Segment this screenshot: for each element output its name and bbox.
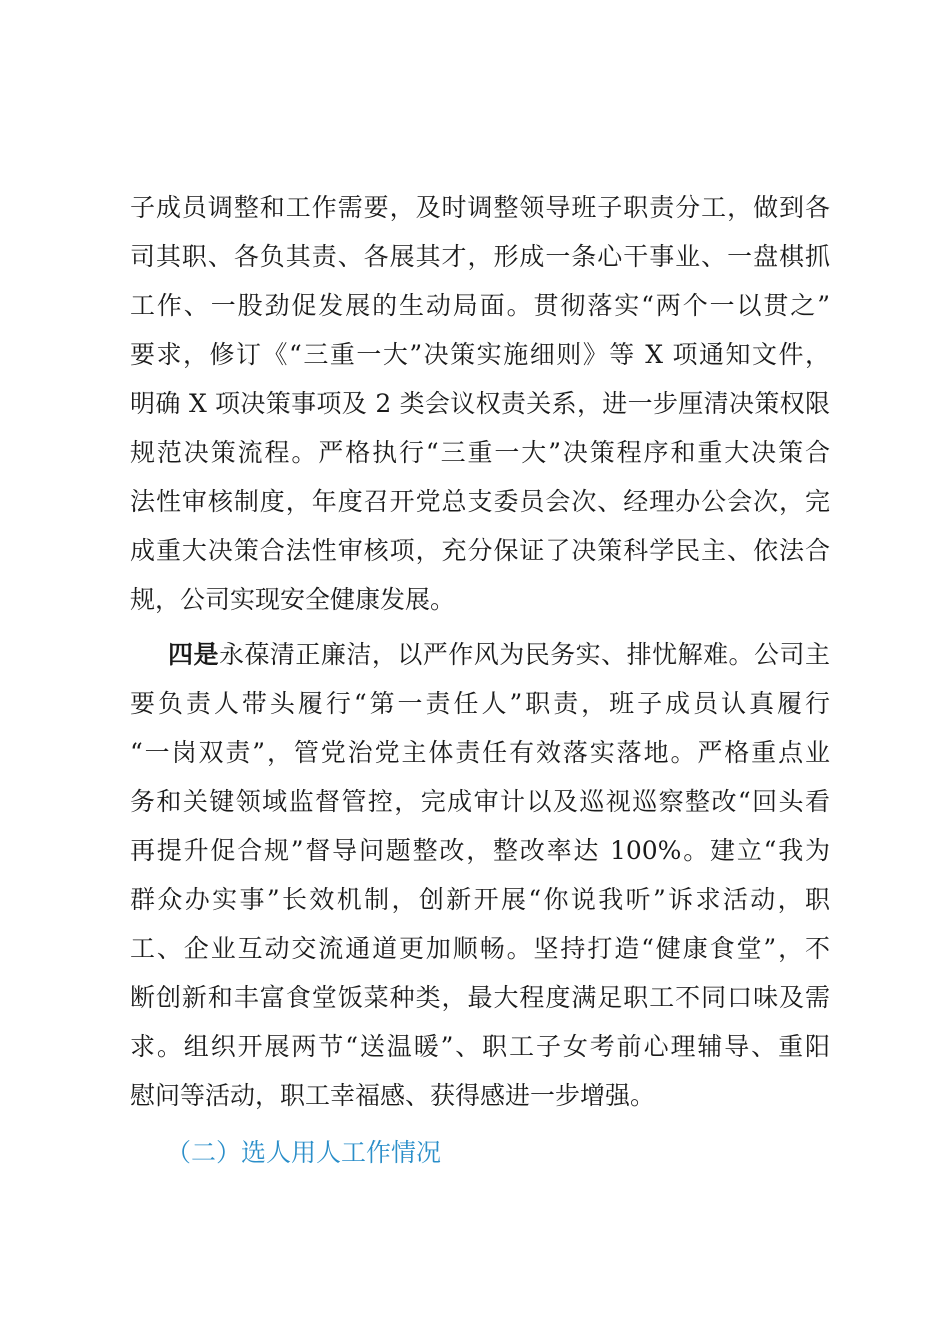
paragraph-line: 工作、一股劲促发展的生动局面。贯彻落实“两个一以贯之” — [130, 291, 830, 320]
paragraph-line: 再提升促合规”督导问题整改，整改率达 100%。建立“我为 — [130, 836, 830, 865]
paragraph-line: 断创新和丰富食堂饭菜种类，最大程度满足职工不同口味及需 — [130, 983, 830, 1012]
paragraph-line: 司其职、各负其责、各展其才，形成一条心干事业、一盘棋抓 — [130, 242, 830, 271]
paragraph-line: 子成员调整和工作需要，及时调整领导班子职责分工，做到各 — [130, 193, 830, 222]
paragraph-first-line-text: 永葆清正廉洁，以严作风为民务实、排忧解难。公司主 — [218, 640, 830, 669]
paragraph-lead-label: 四是 — [168, 640, 219, 669]
paragraph-line: “一岗双责”，管党治党主体责任有效落实落地。严格重点业 — [130, 738, 830, 767]
paragraph-line: 工、企业互动交流通道更加顺畅。坚持打造“健康食堂”，不 — [130, 934, 830, 963]
paragraph-decision-making — [130, 183, 830, 624]
paragraph-line: 规，公司实现安全健康发展。 — [130, 585, 456, 614]
paragraph-line: 法性审核制度，年度召开党总支委员会次、经理办公会次，完 — [130, 487, 830, 516]
paragraph-line: 务和关键领域监督管控，完成审计以及巡视巡察整改“回头看 — [130, 787, 830, 816]
paragraph-line: 求。组织开展两节“送温暖”、职工子女考前心理辅导、重阳 — [130, 1032, 830, 1061]
paragraph-line: 慰问等活动，职工幸福感、获得感进一步增强。 — [130, 1081, 656, 1110]
paragraph-line: 规范决策流程。严格执行“三重一大”决策程序和重大决策合 — [130, 438, 830, 467]
paragraph-first-line — [130, 630, 830, 679]
paragraph-line: 要求，修订《“三重一大”决策实施细则》等 X 项通知文件， — [130, 340, 830, 369]
paragraph-line: 群众办实事”长效机制，创新开展“你说我听”诉求活动，职 — [130, 885, 830, 914]
paragraph-integrity — [130, 630, 830, 1120]
paragraph-line: 要负责人带头履行“第一责任人”职责，班子成员认真履行 — [130, 689, 830, 718]
paragraph-line: 成重大决策合法性审核项，充分保证了决策科学民主、依法合 — [130, 536, 830, 565]
paragraph-line: 明确 X 项决策事项及 2 类会议权责关系，进一步厘清决策权限 — [130, 389, 830, 418]
section-heading: （二）选人用人工作情况 — [166, 1138, 442, 1167]
